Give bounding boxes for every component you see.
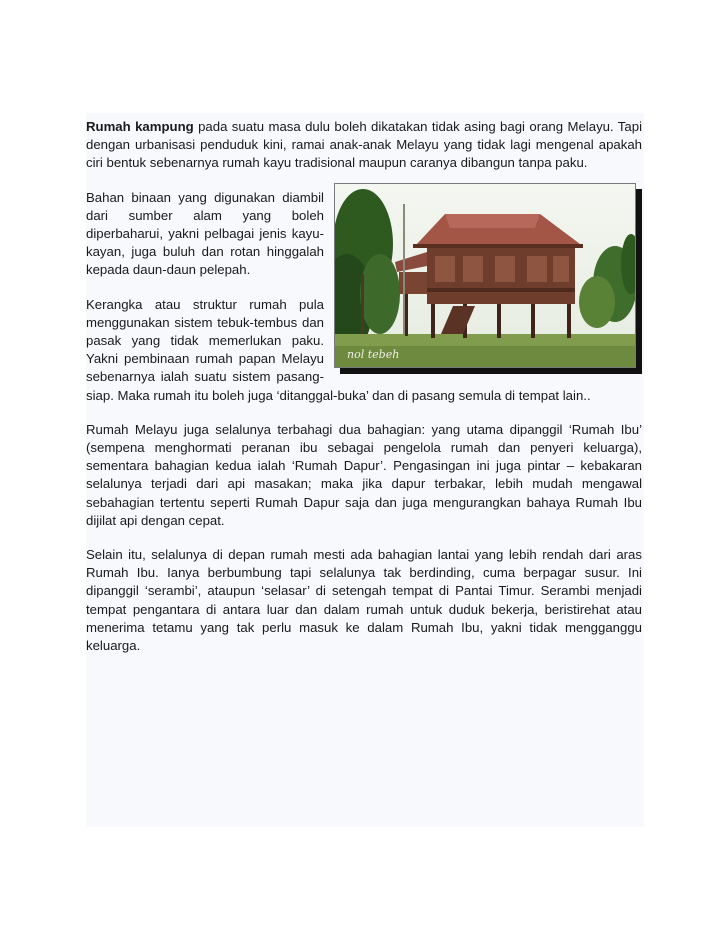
- paragraph-4-text: Rumah Melayu juga selalunya terbahagi dua bahagian: yang utama dipanggil ‘Rumah Ibu’ (sempena menghormati peranan ibu sebagai pengelola rumah dan penyeri keluarga), sementara bahagian kedua ialah ‘Rumah Dapur’. Pengasingan ini juga pintar – kebakaran selalunya terjadi dari api masakan; maka jika dapur terbakar, lebih mudah mengawal sebahagian tertentu seperti Rumah Dapur saja dan juga mengurangkan bahaya Rumah Ibu dijilat api dengan cepat.: [86, 421, 642, 528]
- kampung-house-image: [335, 184, 635, 367]
- house-photo: [334, 183, 636, 368]
- bold-term: Rumah kampung: [86, 119, 194, 134]
- paragraph-3-text: Kerangka atau struktur rumah pula menggunakan sistem tebuk-tembus dan pasak yang tidak memerlukan paku. Yakni pembinaan rumah papan Melayu sebenarnya ialah suatu sistem pasang-siap. Maka rumah itu boleh juga ‘ditanggal-buka’ dan di pasang semula di tempat lain..: [86, 296, 591, 403]
- paragraph-1-text: pada suatu masa dulu boleh dikatakan tidak asing bagi orang Melayu. Tapi dengan urbanisasi penduduk kini, ramai anak-anak Melayu yang tidak lagi mengenal apakah ciri bentuk sebenarnya rumah kayu tradisional maupun caranya dibangun tanpa paku.: [86, 119, 642, 171]
- paragraph-5: [86, 546, 642, 655]
- paragraph-2-text: Bahan binaan yang digunakan diambil dari sumber alam yang boleh diperbaharui, yakni pelbagai jenis kayu-kayan, juga buluh dan rotan hinggalah kepada daun-daun pelepah.: [86, 189, 324, 278]
- photo-watermark: nol tebeh: [347, 347, 400, 361]
- paragraph-1: [86, 118, 642, 173]
- article-body: [86, 118, 642, 655]
- paragraph-5-text: Selain itu, selalunya di depan rumah mesti ada bahagian lantai yang lebih rendah dari aras Rumah Ibu. Ianya berbumbung tapi selalunya tak berdinding, cuma berpagar susur. Ini dipanggil ‘serambi’, ataupun ‘selasar’ di setengah tempat di Pantai Timur. Serambi menjadi tempat pengantara di antara luar dan dalam rumah untuk duduk bekerja, beristirehat atau menerima tetamu yang tak perlu masuk ke dalam Rumah Ibu, yakni tidak mengganggu keluarga.: [86, 547, 642, 654]
- house-photo-container: [334, 179, 648, 372]
- paragraph-4: [86, 421, 642, 530]
